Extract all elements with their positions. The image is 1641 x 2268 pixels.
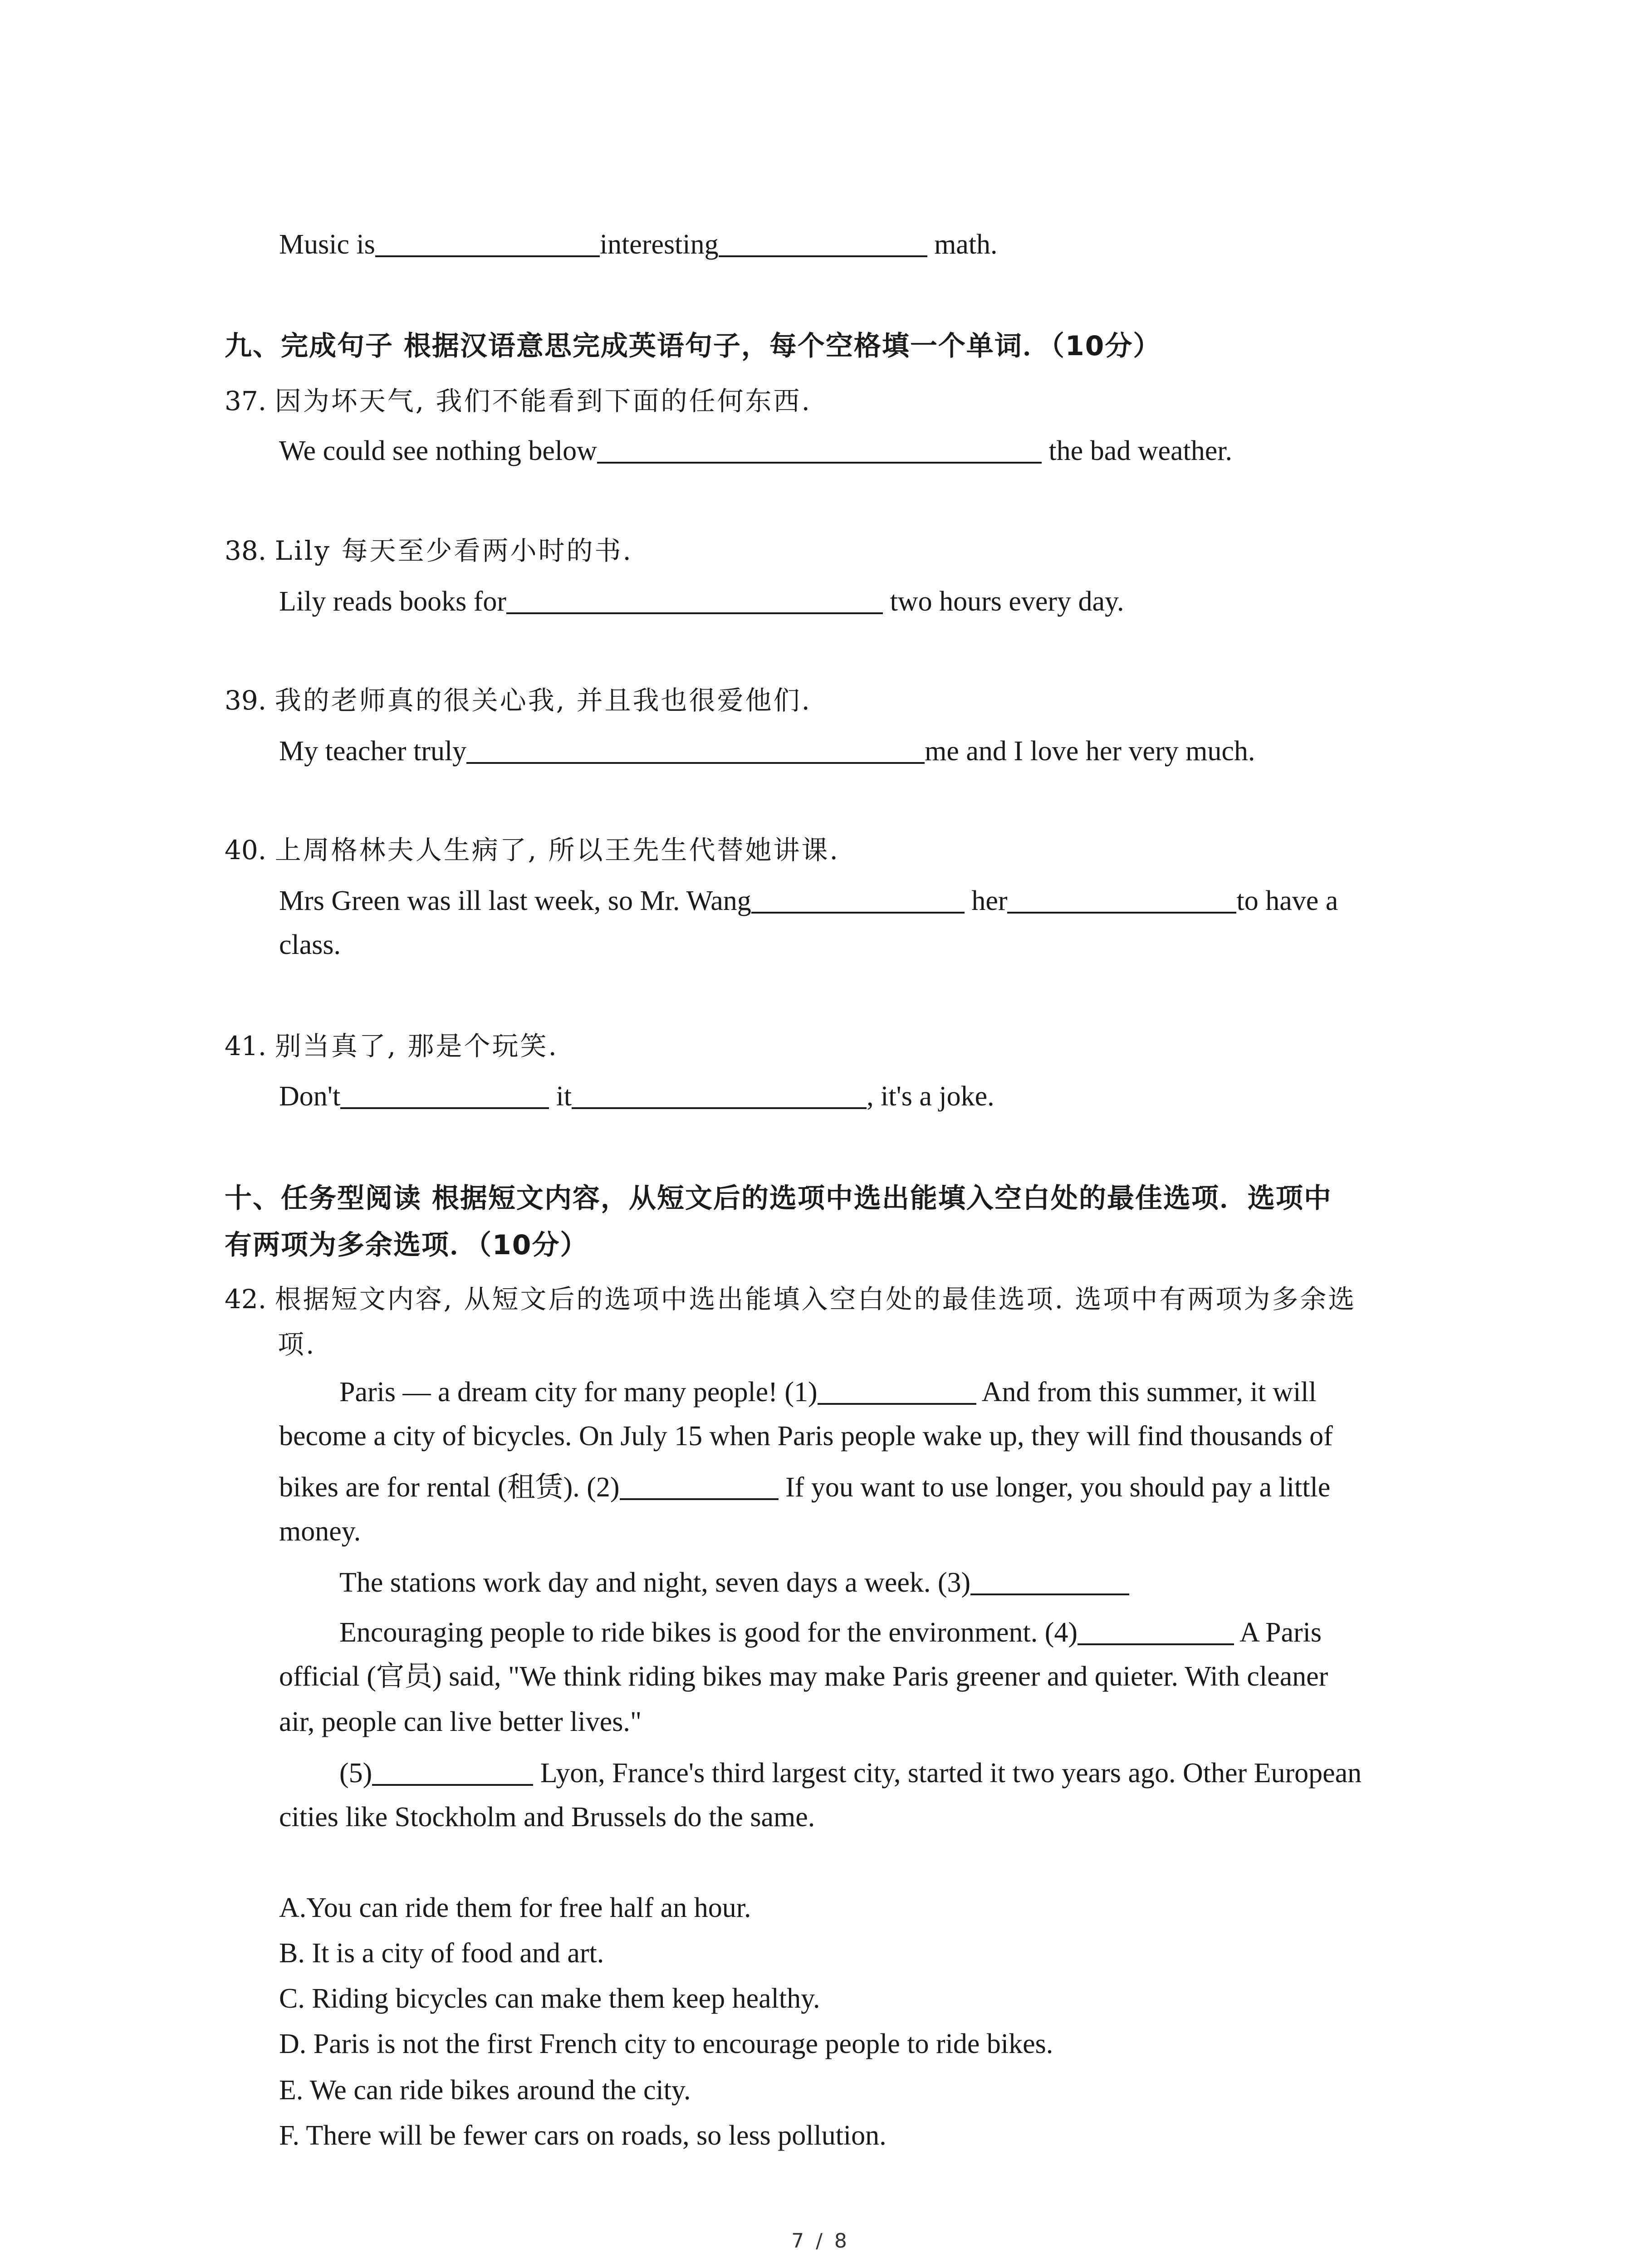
text: Lyon, France's third largest city, started it two years ago. Other European <box>533 1758 1362 1789</box>
question-number: 38. <box>225 535 267 566</box>
text: My teacher truly <box>279 736 467 767</box>
text: Paris — a dream city for many people! (1) <box>339 1377 818 1408</box>
question-number: 40. <box>225 835 267 865</box>
answer-blank-2[interactable] <box>620 1472 779 1500</box>
chinese-prompt: Lily 每天至少看两小时的书. <box>274 535 633 566</box>
passage-paragraph-4-line-1 <box>339 1758 1362 1787</box>
answer-blank-1[interactable] <box>818 1377 976 1405</box>
question-41-prompt <box>225 1033 558 1059</box>
answer-blank-3[interactable] <box>970 1567 1129 1595</box>
question-39-prompt <box>225 687 812 714</box>
section-10-heading-line-2: 有两项为多余选项．（10分） <box>225 1229 588 1261</box>
question-41-sentence <box>279 1081 994 1110</box>
text: The stations work day and night, seven days a week. (3) <box>339 1567 971 1598</box>
answer-blank[interactable] <box>1007 885 1236 914</box>
passage-paragraph-1-line-1 <box>339 1377 1317 1406</box>
answer-blank-5[interactable] <box>372 1758 533 1786</box>
question-42-prompt-continued: 项. <box>278 1329 316 1360</box>
question-39-sentence <box>279 736 1255 765</box>
text: me and I love her very much. <box>925 736 1255 767</box>
question-number: 42. <box>225 1284 267 1315</box>
passage-paragraph-1-line-3 <box>279 1472 1330 1501</box>
text: Lily reads books for <box>279 586 507 617</box>
answer-blank-4[interactable] <box>1078 1617 1234 1645</box>
answer-blank[interactable] <box>597 435 1042 464</box>
question-40-sentence <box>279 885 1338 915</box>
question-number: 37. <box>225 386 267 416</box>
text: We could see nothing below <box>279 435 597 466</box>
answer-blank[interactable] <box>719 229 927 257</box>
passage-paragraph-3-line-2: official (官员) said, "We think riding bikes may make Paris greener and quieter. With cleaner <box>279 1661 1328 1692</box>
section-9-heading: 九、完成句子 根据汉语意思完成英语句子，每个空格填一个单词．（10分） <box>225 330 1161 362</box>
text: the bad weather. <box>1041 435 1232 466</box>
answer-blank[interactable] <box>466 736 925 764</box>
text: bikes are for rental (租赁). (2) <box>279 1472 620 1503</box>
question-40-prompt <box>225 837 840 863</box>
answer-blank[interactable] <box>340 1081 549 1109</box>
text: And from this summer, it will <box>976 1377 1317 1408</box>
passage-paragraph-4-line-2: cities like Stockholm and Brussels do the same. <box>279 1802 815 1833</box>
question-37-prompt <box>225 388 812 414</box>
passage-paragraph-1-line-2: become a city of bicycles. On July 15 when Paris people wake up, they will find thousands of <box>279 1421 1333 1452</box>
text: Don't <box>279 1081 341 1112</box>
page-number: 7 / 8 <box>791 2229 850 2253</box>
text: (5) <box>339 1758 372 1789</box>
question-37-sentence <box>279 435 1232 465</box>
question-38-prompt <box>225 535 633 566</box>
question-42-prompt <box>225 1284 1357 1315</box>
answer-blank[interactable] <box>375 229 600 257</box>
answer-blank[interactable] <box>751 885 965 914</box>
text: to have a <box>1236 885 1338 916</box>
answer-blank[interactable] <box>506 586 883 614</box>
text: it <box>549 1081 572 1112</box>
text: Encouraging people to ride bikes is good for the environment. (4) <box>339 1617 1078 1648</box>
passage-paragraph-3-line-3: air, people can live better lives." <box>279 1706 642 1737</box>
question-number: 39. <box>225 685 267 716</box>
chinese-prompt: 上周格林夫人生病了, 所以王先生代替她讲课. <box>274 835 840 865</box>
question-number: 41. <box>225 1031 267 1061</box>
chinese-prompt: 别当真了, 那是个玩笑. <box>274 1031 558 1061</box>
text: , it's a joke. <box>867 1081 994 1112</box>
option-d: D. Paris is not the first French city to encourage people to ride bikes. <box>279 2028 1053 2059</box>
text: interesting <box>599 229 719 260</box>
chinese-prompt: 因为坏天气, 我们不能看到下面的任何东西. <box>274 386 812 416</box>
option-c: C. Riding bicycles can make them keep healthy. <box>279 1983 820 2014</box>
text: Mrs Green was ill last week, so Mr. Wang <box>279 885 751 916</box>
section-10-heading-line-1: 十、任务型阅读 根据短文内容，从短文后的选项中选出能填入空白处的最佳选项．选项中 <box>225 1183 1332 1214</box>
passage-paragraph-1-line-4: money. <box>279 1516 361 1547</box>
passage-paragraph-3-line-1 <box>339 1617 1322 1647</box>
text: two hours every day. <box>883 586 1124 617</box>
text: math. <box>927 229 998 260</box>
text: Music is <box>279 229 375 260</box>
chinese-prompt: 我的老师真的很关心我, 并且我也很爱他们. <box>274 685 812 716</box>
passage-paragraph-2 <box>339 1567 1129 1597</box>
answer-blank[interactable] <box>572 1081 867 1109</box>
text: If you want to use longer, you should pay a little <box>778 1472 1331 1503</box>
music-sentence <box>279 229 998 259</box>
question-40-sentence-continued: class. <box>279 929 341 960</box>
text: her <box>964 885 1008 916</box>
option-f: F. There will be fewer cars on roads, so less pollution. <box>279 2120 887 2151</box>
text: A Paris <box>1234 1617 1322 1648</box>
option-e: E. We can ride bikes around the city. <box>279 2075 691 2106</box>
chinese-prompt: 根据短文内容, 从短文后的选项中选出能填入空白处的最佳选项. 选项中有两项为多余选 <box>274 1284 1357 1315</box>
option-a: A.You can ride them for free half an hour. <box>279 1892 751 1923</box>
option-b: B. It is a city of food and art. <box>279 1938 604 1969</box>
question-38-sentence <box>279 586 1124 616</box>
